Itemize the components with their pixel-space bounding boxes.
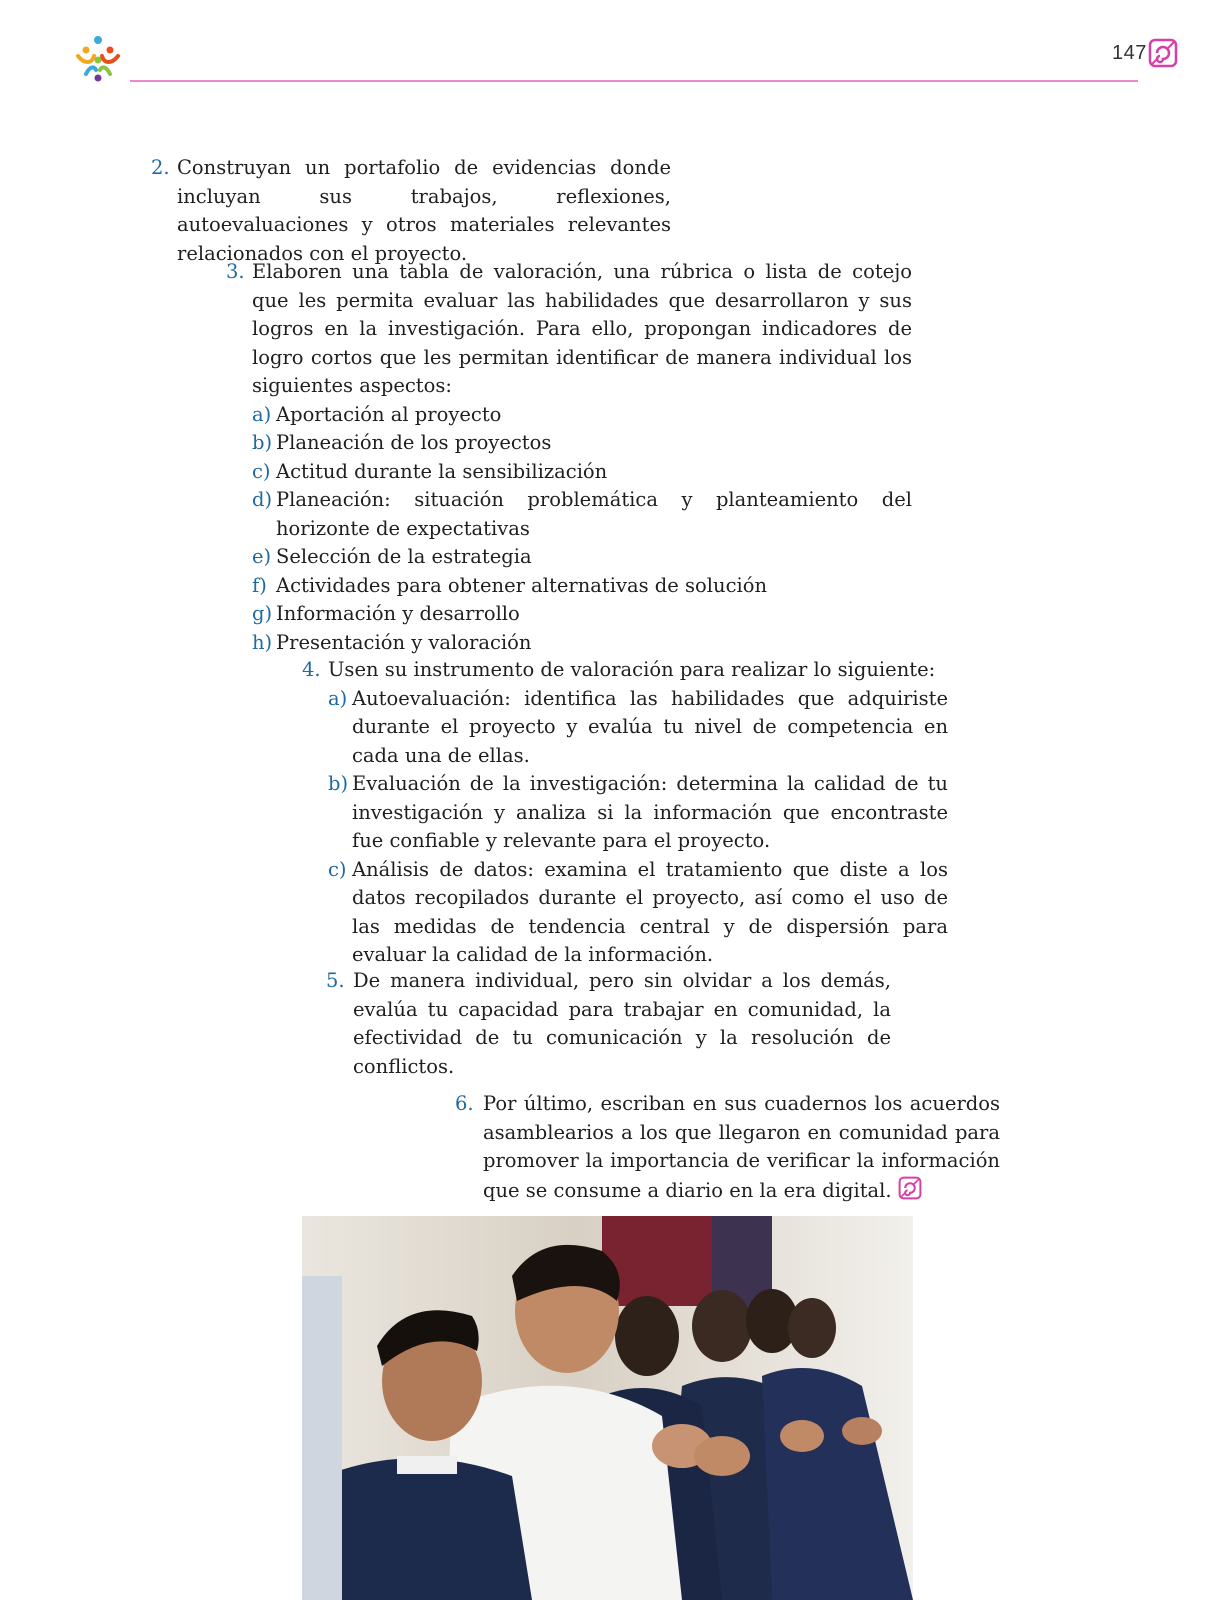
item-text: Usen su instrumento de valoración para realizar lo siguiente: — [328, 658, 936, 681]
sub-letter: c) — [252, 459, 271, 483]
sub-item — [252, 543, 912, 572]
sub-text: Planeación de los proyectos — [276, 431, 552, 454]
item-number: 5. — [326, 969, 345, 992]
sub-item — [328, 770, 948, 856]
magenta-spiral-ornament-icon — [898, 1176, 922, 1200]
page-number: 147 — [1112, 42, 1147, 64]
item-text: De manera individual, pero sin olvidar a los demás, evalúa tu capacidad para trabajar en comunidad, la efectividad de tu comunicación y la resolución de conflictos. — [353, 969, 891, 1078]
colorful-figures-logo-icon — [72, 34, 124, 84]
sub-letter: h) — [252, 630, 273, 654]
sub-text: Autoevaluación: identifica las habilidades que adquiriste durante el proyecto y evalúa tu nivel de competencia en cada una de ellas. — [352, 686, 948, 767]
list-item-4 — [302, 656, 948, 970]
sub-text: Evaluación de la investigación: determina la calidad de tu investigación y analiza si la información que encontraste fue confiable y relevante para el proyecto. — [352, 772, 948, 852]
sub-letter: g) — [252, 602, 273, 625]
sub-item — [252, 486, 912, 543]
sub-item — [328, 685, 948, 771]
item-text: Construyan un portafolio de evidencias donde incluyan sus trabajos, reflexiones, autoevaluaciones y otros materiales relevantes relacionados con el proyecto. — [177, 156, 671, 265]
sub-letter: c) — [328, 857, 347, 881]
sub-item — [252, 629, 912, 658]
sub-text: Información y desarrollo — [276, 602, 520, 625]
sub-item — [252, 429, 912, 458]
sub-text: Aportación al proyecto — [276, 402, 502, 426]
item-number: 3. — [226, 260, 245, 283]
sub-letter: a) — [328, 686, 348, 710]
item-number: 6. — [455, 1092, 474, 1115]
sub-letter: b) — [252, 431, 273, 454]
sub-letter: f) — [252, 573, 267, 597]
item-text: Por último, escriban en sus cuadernos los acuerdos asamblearios a los que llegaron en comunidad para promover la importancia de verificar la información que se consume a diario en la era digital. — [483, 1092, 1000, 1202]
sub-item — [328, 856, 948, 970]
sub-text: Actividades para obtener alternativas de solución — [276, 573, 768, 597]
sub-text: Selección de la estrategia — [276, 545, 532, 568]
sub-text: Actitud durante la sensibilización — [276, 459, 608, 483]
magenta-spiral-ornament-icon — [1148, 38, 1178, 68]
item-text: Elaboren una tabla de valoración, una rúbrica o lista de cotejo que les permita evaluar las habilidades que desarrollaron y sus logros en la investigación. Para ello, propongan indicadores de logro cortos que les permitan identificar de manera individual los siguientes aspectos: — [252, 260, 912, 397]
sub-item — [252, 600, 912, 629]
sub-text: Presentación y valoración — [276, 630, 532, 654]
students-applauding-photo — [302, 1216, 913, 1600]
list-item-5 — [326, 967, 891, 1081]
sub-item — [252, 401, 912, 430]
header-rule — [130, 80, 1138, 82]
item-number: 2. — [151, 156, 170, 179]
sub-letter: e) — [252, 545, 272, 568]
item-number: 4. — [302, 658, 321, 681]
sub-text: Análisis de datos: examina el tratamiento que diste a los datos recopilados durante el proyecto, así como el uso de las medidas de tendencia central y de dispersión para evaluar la calidad de la información. — [352, 857, 948, 966]
sub-text: Planeación: situación problemática y planteamiento del horizonte de expectativas — [276, 488, 912, 540]
sub-letter: b) — [328, 772, 349, 795]
sub-item — [252, 572, 912, 601]
list-item-2 — [151, 154, 671, 268]
list-item-6 — [455, 1090, 1000, 1205]
sub-item — [252, 458, 912, 487]
sub-letter: d) — [252, 488, 273, 511]
list-item-3 — [226, 258, 912, 657]
sub-letter: a) — [252, 402, 272, 426]
